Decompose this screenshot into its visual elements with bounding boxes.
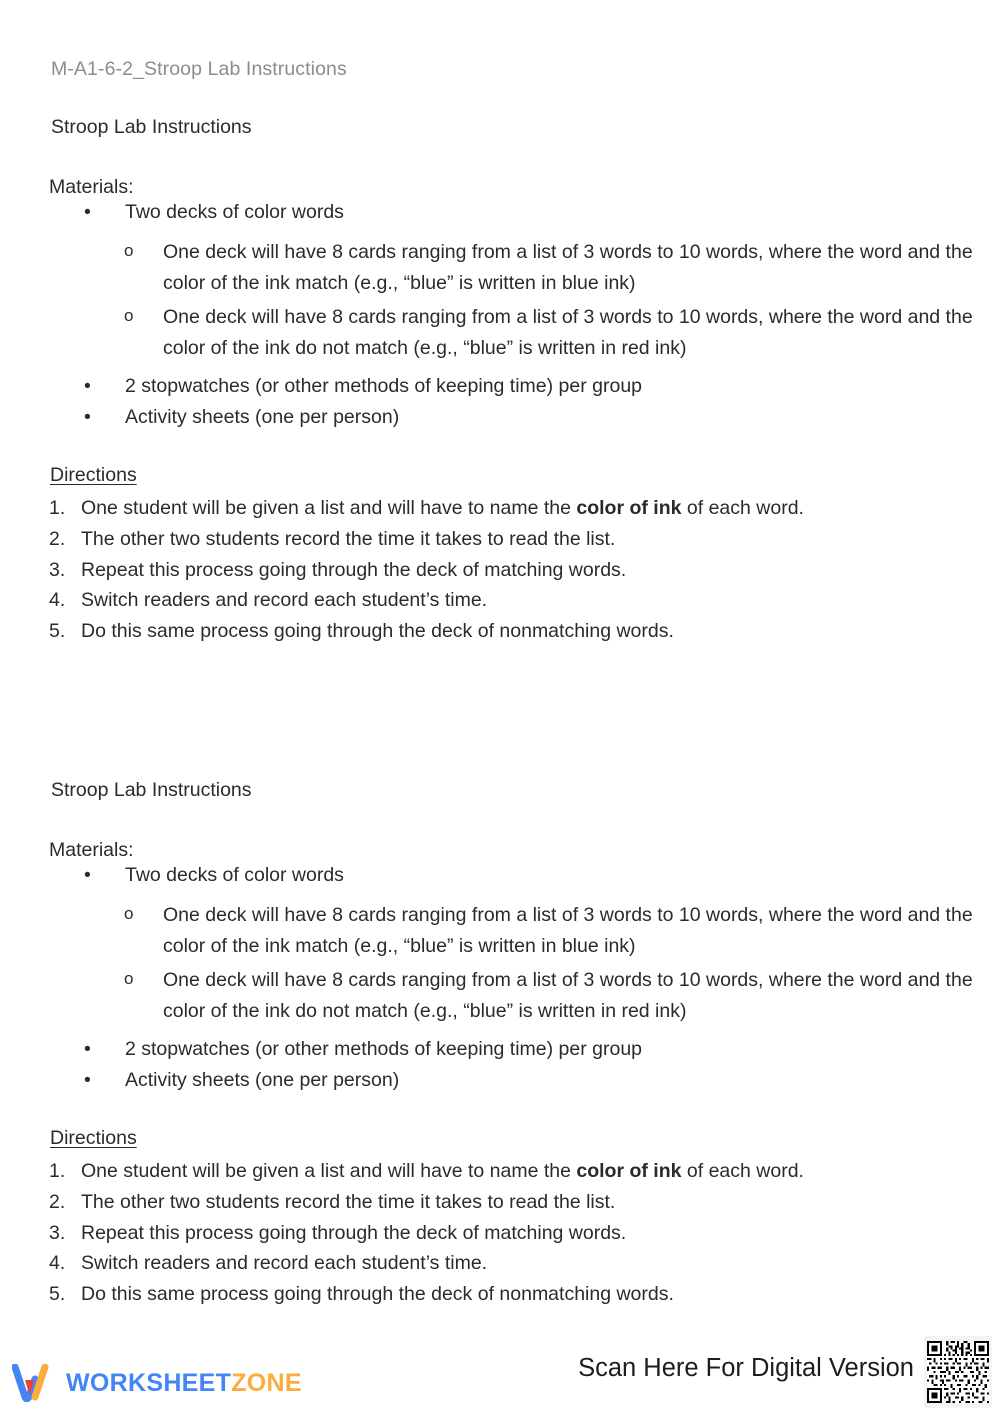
list-item-text-after: of each word.: [681, 1160, 804, 1183]
qr-code[interactable]: [924, 1336, 992, 1408]
list-item-text: 2 stopwatches (or other methods of keeping time) per group: [125, 1037, 643, 1060]
list-item-text: One deck will have 8 cards ranging from a list of 3 words to 10 words, where the word and the color of the ink do not match (e.g., “blue” is written in red ink): [163, 968, 973, 1023]
numbered-list-item: [49, 616, 1000, 647]
section-title: Stroop Lab Instructions: [51, 116, 252, 138]
sub-bullet-icon: o: [124, 240, 134, 260]
page-footer: [0, 1330, 1000, 1414]
list-number: 5.: [49, 620, 66, 643]
bullet-icon: •: [84, 1037, 91, 1060]
numbered-list-item: [49, 585, 1000, 616]
numbered-list-item: [49, 1187, 1000, 1218]
bullet-icon: •: [84, 201, 91, 223]
list-item-text: Two decks of color words: [125, 201, 344, 223]
list-item-text-before: Switch readers and record each student’s time.: [81, 1252, 488, 1275]
section-title: Stroop Lab Instructions: [51, 779, 252, 801]
list-item-text-before: Do this same process going through the deck of nonmatching words.: [81, 1283, 674, 1306]
list-item: [84, 1034, 1000, 1066]
list-number: 1.: [49, 497, 66, 520]
scan-qr-area[interactable]: [578, 1336, 992, 1408]
directions-heading-wrap: [0, 464, 1000, 487]
bullet-icon: •: [84, 1069, 91, 1092]
list-item-text-before: The other two students record the time it takes to read the list.: [81, 1190, 616, 1213]
directions-list: [0, 1156, 1000, 1310]
numbered-list-item: [49, 1218, 1000, 1249]
list-item-text-after: of each word.: [681, 497, 804, 520]
list-item: [124, 900, 1000, 963]
list-item-text-bold: color of ink: [576, 497, 682, 520]
list-number: 5.: [49, 1283, 66, 1306]
materials-label: Materials:: [49, 175, 134, 198]
list-item: [124, 237, 1000, 300]
list-number: 4.: [49, 1252, 66, 1275]
list-item-text: 2 stopwatches (or other methods of keeping time) per group: [125, 374, 643, 397]
sub-bullet-icon: o: [124, 305, 134, 325]
numbered-list-item: [49, 1156, 1000, 1187]
list-item: [84, 402, 1000, 434]
list-item-text-before: One student will be given a list and will have to name the: [81, 1160, 577, 1183]
list-item: [84, 371, 1000, 403]
sub-bullet-icon: o: [124, 903, 134, 923]
list-item-text-before: Repeat this process going through the deck of matching words.: [81, 1221, 627, 1244]
list-item-text-bold: color of ink: [576, 1160, 682, 1183]
materials-list: [0, 197, 1000, 434]
list-number: 2.: [49, 527, 66, 550]
brand-secondary-text: ZONE: [231, 1368, 302, 1397]
bullet-icon: •: [84, 864, 91, 886]
brand-wordmark: [66, 1369, 302, 1398]
list-item-text-before: One student will be given a list and will have to name the: [81, 497, 577, 520]
list-item-text-before: Repeat this process going through the deck of matching words.: [81, 558, 627, 581]
list-item-text: Two decks of color words: [125, 864, 344, 886]
document-file-title: M-A1-6-2_Stroop Lab Instructions: [51, 58, 347, 80]
scan-instruction-text: Scan Here For Digital Version: [578, 1354, 914, 1383]
numbered-list-item: [49, 1248, 1000, 1279]
list-number: 4.: [49, 589, 66, 612]
list-item: [124, 965, 1000, 1028]
worksheet-zone-mark-icon: [12, 1364, 56, 1402]
directions-list: [0, 493, 1000, 647]
materials-label: Materials:: [49, 838, 134, 861]
worksheet-zone-logo[interactable]: [12, 1364, 302, 1402]
instructions-block-2: [0, 781, 1000, 1310]
bullet-icon: •: [84, 406, 91, 429]
numbered-list-item: [49, 524, 1000, 555]
directions-heading: Directions: [50, 1127, 137, 1150]
list-item-text-before: Do this same process going through the deck of nonmatching words.: [81, 620, 674, 643]
list-item-text-before: The other two students record the time it takes to read the list.: [81, 527, 616, 550]
list-item-text: One deck will have 8 cards ranging from a list of 3 words to 10 words, where the word and the color of the ink do not match (e.g., “blue” is written in red ink): [163, 305, 973, 360]
materials-list: [0, 860, 1000, 1097]
numbered-list-item: [49, 1279, 1000, 1310]
list-item-text: One deck will have 8 cards ranging from a list of 3 words to 10 words, where the word and the color of the ink match (e.g., “blue” is written in blue ink): [163, 903, 973, 958]
list-number: 3.: [49, 1221, 66, 1244]
qr-code-image: [927, 1339, 989, 1405]
sub-bullet-icon: o: [124, 968, 134, 988]
directions-heading-wrap: [0, 1127, 1000, 1150]
list-number: 3.: [49, 558, 66, 581]
list-item: [84, 860, 1000, 892]
list-item: [84, 1065, 1000, 1097]
list-item-text: Activity sheets (one per person): [125, 406, 400, 429]
brand-primary-text: WORKSHEET: [66, 1368, 232, 1397]
list-number: 1.: [49, 1160, 66, 1183]
list-item-text: Activity sheets (one per person): [125, 1069, 400, 1092]
list-item-text-before: Switch readers and record each student’s time.: [81, 589, 488, 612]
bullet-icon: •: [84, 374, 91, 397]
list-item: [124, 302, 1000, 365]
list-item: [84, 197, 1000, 229]
list-item-text: One deck will have 8 cards ranging from a list of 3 words to 10 words, where the word and the color of the ink match (e.g., “blue” is written in blue ink): [163, 240, 973, 295]
list-number: 2.: [49, 1190, 66, 1213]
numbered-list-item: [49, 493, 1000, 524]
numbered-list-item: [49, 555, 1000, 586]
directions-heading: Directions: [50, 464, 137, 487]
instructions-block-1: [0, 118, 1000, 647]
